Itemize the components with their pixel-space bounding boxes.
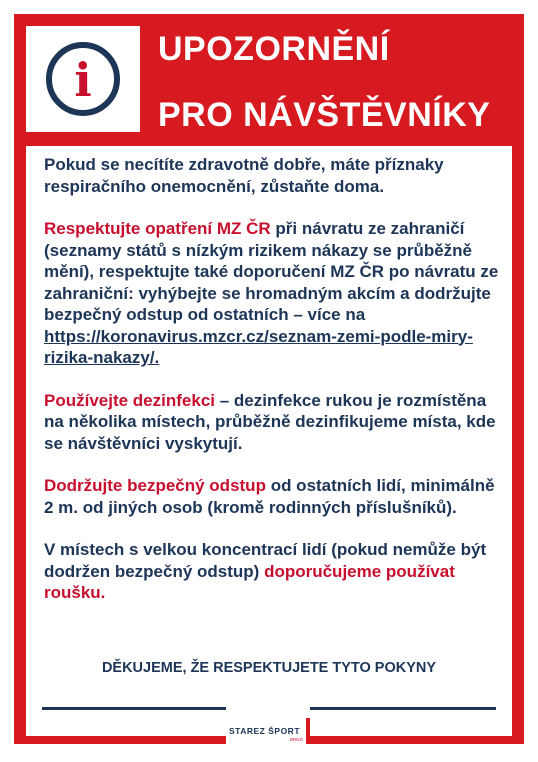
icon-box	[26, 26, 140, 132]
info-icon	[44, 40, 122, 118]
notice-body	[44, 154, 506, 625]
title-line-2: PRO NÁVŠTĚVNÍKY	[158, 96, 491, 134]
highlight-mask: doporučujeme používat roušku.	[44, 561, 455, 602]
text-mz-cr: při návratu ze zahraničí (seznamy států s nízkým rizikem nákazy se průběžně mění), respektujte také doporučení MZ ČR po návratu ze zahraniční: vyhýbejte se hromadným akcím a dodržujte bezpečný odstup od ostatních – více na	[44, 219, 499, 324]
text-mask: V místech s velkou koncentrací lidí (pokud nemůže být dodržen bezpečný odstup)	[44, 540, 487, 581]
paragraph-mask	[44, 539, 506, 604]
logo-subtext: BRNO	[290, 737, 304, 742]
paragraph-mz-cr	[44, 218, 506, 369]
title-line-1: UPOZORNĚNÍ	[158, 30, 390, 68]
svg-text:i: i	[74, 53, 92, 107]
highlight-distance: Dodržujte bezpečný odstup	[44, 476, 266, 495]
paragraph-stay-home: Pokud se necítíte zdravotně dobře, máte příznaky respiračního onemocnění, zůstaňte doma.	[44, 155, 444, 196]
text-disinfection: – dezinfekce rukou je rozmístěna na několika místech, průběžně dezinfikujeme místa, kde se návštěvníci vyskytují.	[44, 390, 496, 453]
logo-accent-bar	[306, 718, 310, 744]
paragraph-disinfection	[44, 390, 506, 455]
starez-sport-logo: STAREZ ŠPORT	[229, 726, 301, 736]
text-distance: od ostatních lidí, minimálně 2 m. od jiných osob (kromě rodinných příslušníků).	[44, 476, 495, 517]
paragraph-distance	[44, 475, 506, 518]
highlight-disinfection: Používejte dezinfekci	[44, 390, 215, 410]
link-mzcr[interactable]: https://koronavirus.mzcr.cz/seznam-zemi-podle-miry-rizika-nakazy/.	[44, 326, 473, 367]
highlight-mz-cr: Respektujte opatření MZ ČR	[44, 219, 271, 238]
thanks-text: DĚKUJEME, ŽE RESPEKTUJETE TYTO POKYNY	[101, 660, 437, 676]
